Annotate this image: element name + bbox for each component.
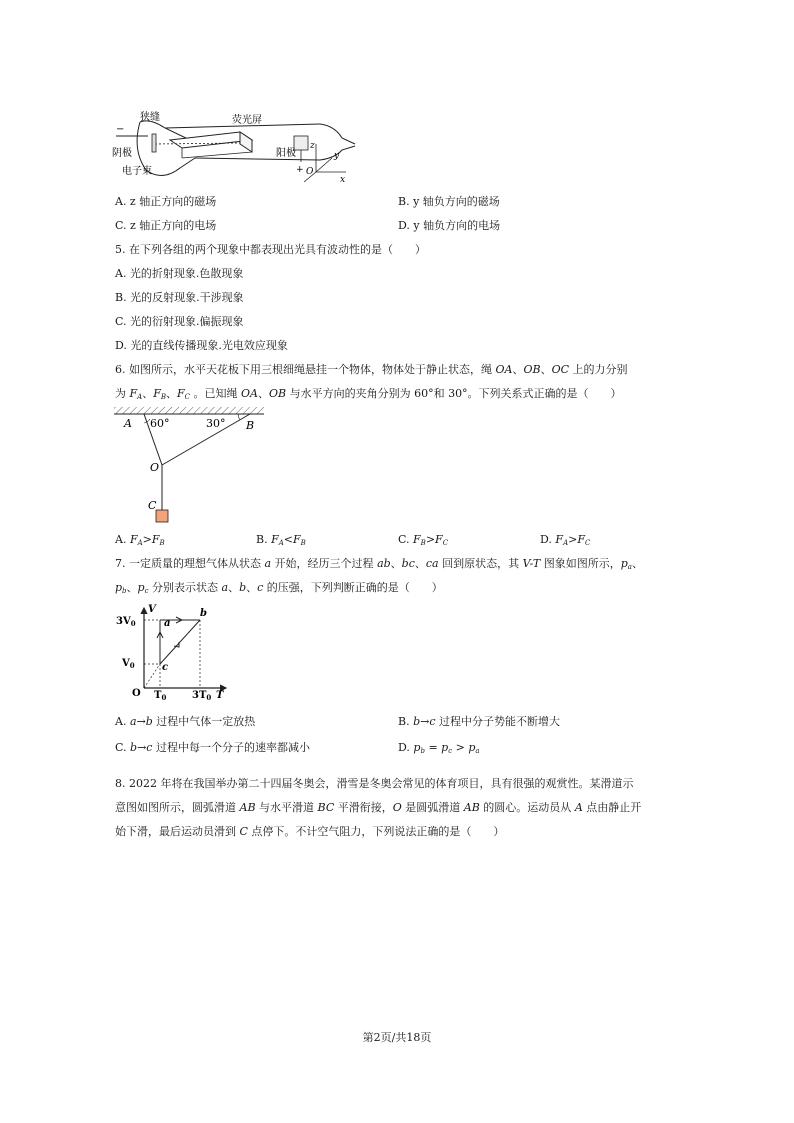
q4-option-c[interactable]: C. z 轴正方向的电场 [115,219,217,232]
q6-stem-line1: 6. 如图所示，水平天花板下用三根细绳悬挂一个物体，物体处于静止状态，绳 OA、OB、OC 上的力分别 [115,363,628,376]
q7-point-c: c [162,662,169,673]
cathode-label: 阴极 [112,148,132,159]
axis-x-label: x [340,175,346,185]
q7-option-c[interactable]: C. b→c 过程中每一个分子的速率都减小 [115,741,310,754]
q6-fig-label-o: O [150,461,160,474]
q7-option-d[interactable]: D. $p_b = p_c > p_a$ [398,741,480,755]
q6-option-a[interactable]: A. $F_A>F_B$ [115,533,165,547]
q8-stem-line3: 始下滑，最后运动员滑到 C 点停下。不计空气阻力，下列说法正确的是（ ） [115,825,505,838]
q6-fig-label-a: A [124,417,132,430]
q8-stem-line1: 8. 2022 年将在我国举办第二十四届冬奥会，滑雪是冬奥会常见的体育项目，具有很强的观赏性。某滑道示 [115,777,634,790]
q6-stem-line2: 为 $F_A$、$F_B$、$F_C$ 。已知绳 OA、OB 与水平方向的夹角分别为 60°和 30°。下列关系式正确的是（ ） [115,387,622,401]
q7-origin-label: O [132,688,141,699]
q7-stem-line2: $p_b$、$p_c$ 分别表示状态 a、b、c 的压强，下列判断正确的是（ ） [115,581,443,595]
q4-option-d[interactable]: D. y 轴负方向的电场 [398,219,501,232]
q6-option-d[interactable]: D. $F_A>F_C$ [540,533,591,547]
q4-option-a[interactable]: A. z 轴正方向的磁场 [115,195,217,208]
q6-rope-figure [110,405,270,527]
slit-label: 狭缝 [140,112,160,123]
anode-plus: + [296,165,304,175]
q5-option-a[interactable]: A. 光的折射现象.色散现象 [115,267,244,280]
q5-option-d[interactable]: D. 光的直线传播现象.光电效应现象 [115,339,288,352]
axis-y-label: y [334,151,340,161]
crt-tube-figure [110,110,360,190]
q7-option-a[interactable]: A. a→b 过程中气体一定放热 [115,715,256,728]
q6-fig-angle-60: 60° [150,417,170,430]
q7-point-b: b [200,608,207,619]
beam-label: 电子束 [122,166,152,177]
cathode-minus: − [116,124,125,135]
axis-z-label: z [310,141,315,151]
axis-origin-label: O [306,167,314,177]
q5-stem: 5. 在下列各组的两个现象中都表现出光具有波动性的是（ ） [115,243,426,256]
q7-axis-v-label: V [148,604,156,615]
q4-option-b[interactable]: B. y 轴负方向的磁场 [398,195,500,208]
anode-label: 阳极 [276,148,296,159]
q5-option-b[interactable]: B. 光的反射现象.干涉现象 [115,291,244,304]
q6-option-c[interactable]: C. $F_B>F_C$ [398,533,449,547]
q6-fig-angle-30: 30° [206,417,226,430]
q7-vt-graph [112,604,232,700]
screen-label: 荧光屏 [232,115,262,126]
q7-t0-label: $T_0$ [154,690,167,700]
q7-axis-t-label: T [216,690,224,700]
q5-option-c[interactable]: C. 光的衍射现象.偏振现象 [115,315,244,328]
q8-stem-line2: 意图如图所示，圆弧滑道 AB 与水平滑道 BC 平滑衔接，O 是圆弧滑道 AB 的圆心。运动员从 A 点由静止开 [115,801,642,814]
q7-point-a: a [164,618,171,629]
q7-v0-label: $V_0$ [122,658,135,670]
q6-fig-label-b: B [246,419,255,432]
q6-option-b[interactable]: B. $F_A<F_B$ [256,533,306,547]
q6-fig-label-c: C [148,499,157,512]
q7-stem-line1: 7. 一定质量的理想气体从状态 a 开始，经历三个过程 ab、bc、ca 回到原状态，其 V-T 图象如图所示，$p_a$、 [115,557,643,571]
q7-3v0-label: $3V_0$ [116,616,136,628]
q7-option-b[interactable]: B. b→c 过程中分子势能不断增大 [398,715,560,728]
page-footer: 第2页/共18页 [362,1031,432,1044]
q7-3t0-label: $3T_0$ [192,690,212,700]
